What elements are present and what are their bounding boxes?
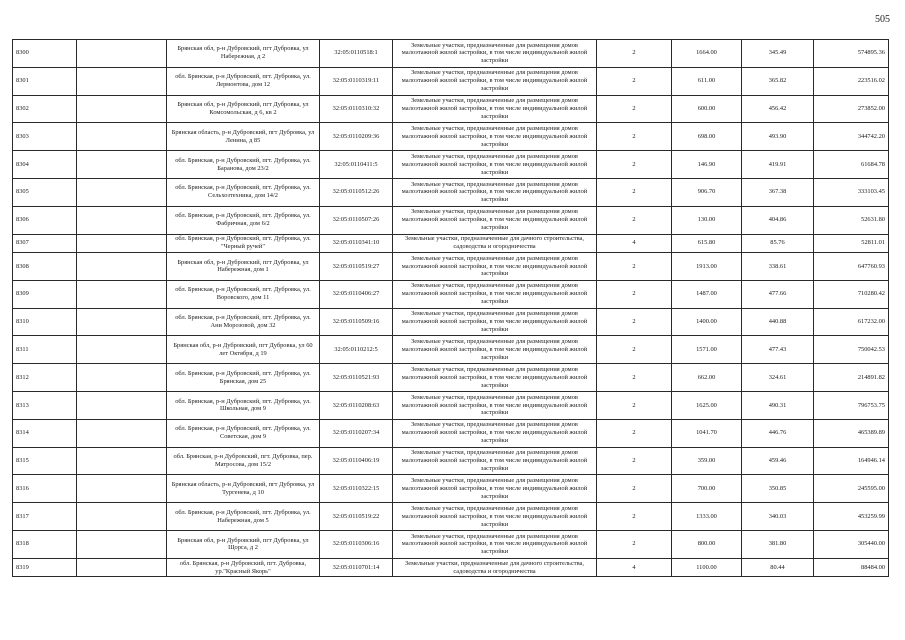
- cadastral-number-cell: 32:05:0110509:16: [320, 308, 393, 336]
- permitted-use-cell: Земельные участки, предназначенные для размещения домов малоэтажной жилой застройки, в том числе индивидуальной жилой застройки: [393, 308, 597, 336]
- address-cell: обл. Брянская, р-н Дубровский, пгт. Дубровка, ул. Фабричная, дом 6/2: [167, 206, 320, 234]
- page-number: 505: [875, 14, 890, 25]
- permitted-use-cell: Земельные участки, предназначенные для размещения домов малоэтажной жилой застройки, в том числе индивидуальной жилой застройки: [393, 447, 597, 475]
- table-row: [13, 95, 889, 123]
- address-cell: обл. Брянская, р-н Дубровский, пгт. Дубровка, ул. Баранова, дом 23/2: [167, 151, 320, 179]
- use-category-cell: 2: [597, 40, 672, 68]
- permitted-use-cell: Земельные участки, предназначенные для размещения домов малоэтажной жилой застройки, в том числе индивидуальной жилой застройки: [393, 280, 597, 308]
- use-category-cell: 2: [597, 447, 672, 475]
- cadastral-value-cell: 305440.00: [814, 531, 889, 559]
- row-number: 8306: [13, 206, 77, 234]
- address-cell: Брянская обл, р-н Дубровский, пгт Дубровка, ул Набережная, д 2: [167, 40, 320, 68]
- table-row: [13, 40, 889, 68]
- blank-cell: [77, 178, 167, 206]
- address-cell: обл. Брянская, р-н Дубровский, пгт. Дубровка, ул. Набережная, дом 5: [167, 503, 320, 531]
- blank-cell: [77, 447, 167, 475]
- specific-value-cell: 365.82: [742, 67, 814, 95]
- cadastral-number-cell: 32:05:0110341:10: [320, 234, 393, 253]
- area-cell: 698.00: [672, 123, 742, 151]
- area-cell: 1571.00: [672, 336, 742, 364]
- blank-cell: [77, 531, 167, 559]
- cadastral-number-cell: 32:05:0110507:26: [320, 206, 393, 234]
- area-cell: 611.00: [672, 67, 742, 95]
- cadastral-value-cell: 333103.45: [814, 178, 889, 206]
- specific-value-cell: 345.49: [742, 40, 814, 68]
- cadastral-value-cell: 574895.36: [814, 40, 889, 68]
- area-cell: 800.00: [672, 531, 742, 559]
- address-cell: Брянская обл, р-н Дубровский, пгт Дубровка, ул Набережная, дом 1: [167, 253, 320, 281]
- use-category-cell: 2: [597, 531, 672, 559]
- table-row: [13, 364, 889, 392]
- specific-value-cell: 419.91: [742, 151, 814, 179]
- use-category-cell: 2: [597, 280, 672, 308]
- blank-cell: [77, 308, 167, 336]
- row-number: 8314: [13, 419, 77, 447]
- table-row: [13, 206, 889, 234]
- row-number: 8305: [13, 178, 77, 206]
- table-row: [13, 151, 889, 179]
- use-category-cell: 2: [597, 67, 672, 95]
- row-number: 8304: [13, 151, 77, 179]
- area-cell: 1100.00: [672, 558, 742, 577]
- blank-cell: [77, 206, 167, 234]
- address-cell: Брянская область, р-н Дубровский, пгт Дубровка, ул Ленина, д 85: [167, 123, 320, 151]
- address-cell: обл. Брянская, р-н Дубровский, пгт. Дубровка, ул. Воровского, дом 11: [167, 280, 320, 308]
- use-category-cell: 2: [597, 336, 672, 364]
- blank-cell: [77, 364, 167, 392]
- blank-cell: [77, 123, 167, 151]
- specific-value-cell: 440.88: [742, 308, 814, 336]
- table-row: [13, 280, 889, 308]
- cadastral-number-cell: 32:05:0110519:22: [320, 503, 393, 531]
- cadastral-value-cell: 223516.02: [814, 67, 889, 95]
- cadastral-value-cell: 61684.78: [814, 151, 889, 179]
- cadastral-value-cell: 750042.53: [814, 336, 889, 364]
- address-cell: обл. Брянская, р-н Дубровский, пгт. Дубровка, ул. Сельхозтехника, дом 14/2: [167, 178, 320, 206]
- row-number: 8308: [13, 253, 77, 281]
- address-cell: обл. Брянская, р-н Дубровский, пгт. Дубровка, ул. Лермонтова, дом 12: [167, 67, 320, 95]
- table-row: [13, 234, 889, 253]
- cadastral-number-cell: 32:05:0110411:5: [320, 151, 393, 179]
- specific-value-cell: 404.86: [742, 206, 814, 234]
- use-category-cell: 2: [597, 178, 672, 206]
- cadastral-number-cell: 32:05:0110518:1: [320, 40, 393, 68]
- permitted-use-cell: Земельные участки, предназначенные для размещения домов малоэтажной жилой застройки, в том числе индивидуальной жилой застройки: [393, 253, 597, 281]
- row-number: 8312: [13, 364, 77, 392]
- blank-cell: [77, 67, 167, 95]
- specific-value-cell: 367.38: [742, 178, 814, 206]
- cadastral-number-cell: 32:05:0110701:14: [320, 558, 393, 577]
- row-number: 8315: [13, 447, 77, 475]
- row-number: 8319: [13, 558, 77, 577]
- table-row: [13, 178, 889, 206]
- permitted-use-cell: Земельные участки, предназначенные для дачного строительства, садоводства и огородничества: [393, 234, 597, 253]
- cadastral-number-cell: 32:05:0110521:93: [320, 364, 393, 392]
- blank-cell: [77, 475, 167, 503]
- area-cell: 1664.00: [672, 40, 742, 68]
- cadastral-number-cell: 32:05:0110310:32: [320, 95, 393, 123]
- specific-value-cell: 338.61: [742, 253, 814, 281]
- row-number: 8311: [13, 336, 77, 364]
- blank-cell: [77, 151, 167, 179]
- cadastral-value-cell: 465389.89: [814, 419, 889, 447]
- cadastral-value-cell: 214891.82: [814, 364, 889, 392]
- blank-cell: [77, 558, 167, 577]
- area-cell: 1041.70: [672, 419, 742, 447]
- blank-cell: [77, 419, 167, 447]
- area-cell: 1625.00: [672, 392, 742, 420]
- table-row: [13, 475, 889, 503]
- table-row: [13, 503, 889, 531]
- address-cell: обл. Брянская, р-н Дубровский, пгт. Дубровка, ул. Ани Морозовой, дом 32: [167, 308, 320, 336]
- address-cell: Брянская обл, р-н Дубровский, пгт Дубровка, ул Щорса, д 2: [167, 531, 320, 559]
- permitted-use-cell: Земельные участки, предназначенные для размещения домов малоэтажной жилой застройки, в том числе индивидуальной жилой застройки: [393, 419, 597, 447]
- specific-value-cell: 80.44: [742, 558, 814, 577]
- address-cell: обл. Брянская, р-н Дубровский, пгт. Дубровка, ул. "Черный ручей": [167, 234, 320, 253]
- specific-value-cell: 85.76: [742, 234, 814, 253]
- use-category-cell: 2: [597, 392, 672, 420]
- use-category-cell: 2: [597, 475, 672, 503]
- area-cell: 130.00: [672, 206, 742, 234]
- cadastral-number-cell: 32:05:0110322:15: [320, 475, 393, 503]
- use-category-cell: 2: [597, 503, 672, 531]
- address-cell: обл. Брянская, р-н Дубровский, пгт. Дубровка, ул. Советская, дом 9: [167, 419, 320, 447]
- permitted-use-cell: Земельные участки, предназначенные для размещения домов малоэтажной жилой застройки, в том числе индивидуальной жилой застройки: [393, 531, 597, 559]
- cadastral-number-cell: 32:05:0110512:26: [320, 178, 393, 206]
- specific-value-cell: 350.85: [742, 475, 814, 503]
- permitted-use-cell: Земельные участки, предназначенные для размещения домов малоэтажной жилой застройки, в том числе индивидуальной жилой застройки: [393, 95, 597, 123]
- row-number: 8301: [13, 67, 77, 95]
- cadastral-value-cell: 344742.20: [814, 123, 889, 151]
- land-plot-table: [12, 39, 889, 577]
- cadastral-number-cell: 32:05:0110519:27: [320, 253, 393, 281]
- address-cell: обл. Брянская, р-н Дубровский, пгт. Дубровка, ур."Красный Якорь": [167, 558, 320, 577]
- address-cell: Брянская обл, р-н Дубровский, пгт Дубровка, ул 60 лет Октября, д 19: [167, 336, 320, 364]
- use-category-cell: 2: [597, 419, 672, 447]
- cadastral-value-cell: 453259.99: [814, 503, 889, 531]
- use-category-cell: 2: [597, 151, 672, 179]
- row-number: 8303: [13, 123, 77, 151]
- permitted-use-cell: Земельные участки, предназначенные для размещения домов малоэтажной жилой застройки, в том числе индивидуальной жилой застройки: [393, 40, 597, 68]
- area-cell: 1400.00: [672, 308, 742, 336]
- row-number: 8317: [13, 503, 77, 531]
- blank-cell: [77, 40, 167, 68]
- specific-value-cell: 446.76: [742, 419, 814, 447]
- blank-cell: [77, 95, 167, 123]
- table-row: [13, 558, 889, 577]
- address-cell: обл. Брянская, р-н Дубровский, пгт. Дубровка, пер. Матросова, дом 15/2: [167, 447, 320, 475]
- address-cell: Брянская обл, р-н Дубровский, пгт Дубровка, ул Комсомольская, д 6, кв 2: [167, 95, 320, 123]
- cadastral-number-cell: 32:05:0110212:5: [320, 336, 393, 364]
- row-number: 8318: [13, 531, 77, 559]
- permitted-use-cell: Земельные участки, предназначенные для размещения домов малоэтажной жилой застройки, в том числе индивидуальной жилой застройки: [393, 336, 597, 364]
- table-row: [13, 447, 889, 475]
- area-cell: 1333.00: [672, 503, 742, 531]
- row-number: 8302: [13, 95, 77, 123]
- row-number: 8300: [13, 40, 77, 68]
- cadastral-number-cell: 32:05:0110208:63: [320, 392, 393, 420]
- specific-value-cell: 477.43: [742, 336, 814, 364]
- row-number: 8316: [13, 475, 77, 503]
- use-category-cell: 2: [597, 364, 672, 392]
- cadastral-value-cell: 273852.00: [814, 95, 889, 123]
- address-cell: обл. Брянская, р-н Дубровский, пгт. Дубровка, ул. Школьная, дом 9: [167, 392, 320, 420]
- blank-cell: [77, 234, 167, 253]
- use-category-cell: 4: [597, 558, 672, 577]
- blank-cell: [77, 280, 167, 308]
- permitted-use-cell: Земельные участки, предназначенные для размещения домов малоэтажной жилой застройки, в том числе индивидуальной жилой застройки: [393, 206, 597, 234]
- cadastral-number-cell: 32:05:0110406:27: [320, 280, 393, 308]
- blank-cell: [77, 253, 167, 281]
- use-category-cell: 2: [597, 253, 672, 281]
- row-number: 8307: [13, 234, 77, 253]
- cadastral-value-cell: 647760.93: [814, 253, 889, 281]
- specific-value-cell: 459.46: [742, 447, 814, 475]
- area-cell: 906.70: [672, 178, 742, 206]
- blank-cell: [77, 392, 167, 420]
- permitted-use-cell: Земельные участки, предназначенные для размещения домов малоэтажной жилой застройки, в том числе индивидуальной жилой застройки: [393, 67, 597, 95]
- table-row: [13, 336, 889, 364]
- cadastral-value-cell: 164946.14: [814, 447, 889, 475]
- area-cell: 615.80: [672, 234, 742, 253]
- cadastral-number-cell: 32:05:0110209:36: [320, 123, 393, 151]
- permitted-use-cell: Земельные участки, предназначенные для размещения домов малоэтажной жилой застройки, в том числе индивидуальной жилой застройки: [393, 151, 597, 179]
- cadastral-number-cell: 32:05:0110319:11: [320, 67, 393, 95]
- area-cell: 700.00: [672, 475, 742, 503]
- cadastral-number-cell: 32:05:0110406:19: [320, 447, 393, 475]
- cadastral-value-cell: 88484.00: [814, 558, 889, 577]
- specific-value-cell: 490.31: [742, 392, 814, 420]
- use-category-cell: 2: [597, 123, 672, 151]
- specific-value-cell: 477.66: [742, 280, 814, 308]
- address-cell: обл. Брянская, р-н Дубровский, пгт. Дубровка, ул. Брянская, дом 25: [167, 364, 320, 392]
- use-category-cell: 2: [597, 95, 672, 123]
- cadastral-value-cell: 617232.00: [814, 308, 889, 336]
- cadastral-value-cell: 796753.75: [814, 392, 889, 420]
- area-cell: 1913.00: [672, 253, 742, 281]
- table-row: [13, 419, 889, 447]
- permitted-use-cell: Земельные участки, предназначенные для размещения домов малоэтажной жилой застройки, в том числе индивидуальной жилой застройки: [393, 178, 597, 206]
- area-cell: 662.00: [672, 364, 742, 392]
- row-number: 8313: [13, 392, 77, 420]
- table-row: [13, 123, 889, 151]
- blank-cell: [77, 336, 167, 364]
- row-number: 8309: [13, 280, 77, 308]
- blank-cell: [77, 503, 167, 531]
- use-category-cell: 2: [597, 206, 672, 234]
- use-category-cell: 4: [597, 234, 672, 253]
- table-row: [13, 253, 889, 281]
- table-row: [13, 67, 889, 95]
- cadastral-value-cell: 52631.80: [814, 206, 889, 234]
- cadastral-value-cell: 710280.42: [814, 280, 889, 308]
- permitted-use-cell: Земельные участки, предназначенные для размещения домов малоэтажной жилой застройки, в том числе индивидуальной жилой застройки: [393, 503, 597, 531]
- cadastral-number-cell: 32:05:0110207:34: [320, 419, 393, 447]
- specific-value-cell: 340.03: [742, 503, 814, 531]
- cadastral-value-cell: 245595.00: [814, 475, 889, 503]
- area-cell: 600.00: [672, 95, 742, 123]
- permitted-use-cell: Земельные участки, предназначенные для размещения домов малоэтажной жилой застройки, в том числе индивидуальной жилой застройки: [393, 392, 597, 420]
- permitted-use-cell: Земельные участки, предназначенные для размещения домов малоэтажной жилой застройки, в том числе индивидуальной жилой застройки: [393, 475, 597, 503]
- table-body: [13, 40, 889, 577]
- permitted-use-cell: Земельные участки, предназначенные для дачного строительства, садоводства и огородничества: [393, 558, 597, 577]
- permitted-use-cell: Земельные участки, предназначенные для размещения домов малоэтажной жилой застройки, в том числе индивидуальной жилой застройки: [393, 123, 597, 151]
- cadastral-number-cell: 32:05:0110306:16: [320, 531, 393, 559]
- cadastral-value-cell: 52811.01: [814, 234, 889, 253]
- row-number: 8310: [13, 308, 77, 336]
- table-row: [13, 531, 889, 559]
- area-cell: 1487.00: [672, 280, 742, 308]
- permitted-use-cell: Земельные участки, предназначенные для размещения домов малоэтажной жилой застройки, в том числе индивидуальной жилой застройки: [393, 364, 597, 392]
- area-cell: 359.00: [672, 447, 742, 475]
- specific-value-cell: 324.61: [742, 364, 814, 392]
- address-cell: Брянская область, р-н Дубровский, пгт Дубровка, ул Тургенева, д 10: [167, 475, 320, 503]
- use-category-cell: 2: [597, 308, 672, 336]
- specific-value-cell: 493.90: [742, 123, 814, 151]
- table-row: [13, 392, 889, 420]
- table-row: [13, 308, 889, 336]
- specific-value-cell: 456.42: [742, 95, 814, 123]
- area-cell: 146.90: [672, 151, 742, 179]
- specific-value-cell: 381.80: [742, 531, 814, 559]
